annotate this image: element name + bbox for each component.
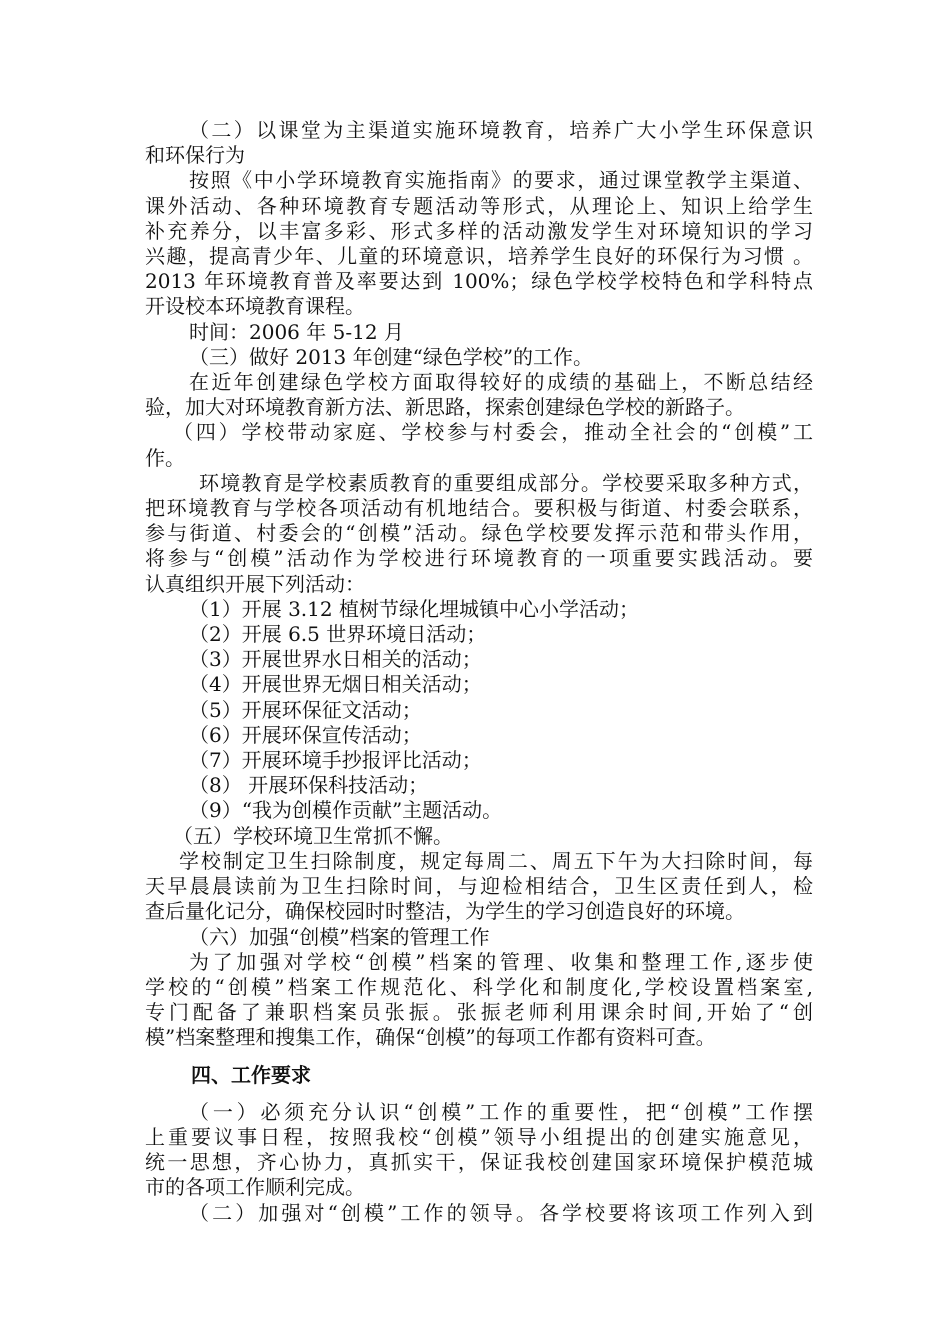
- para-line: 统一思想，齐心协力，真抓实干，保证我校创建国家环境保护模范城: [145, 1150, 813, 1175]
- para-line: 专门配备了兼职档案员张振。张振老师利用课余时间,开始了“创: [145, 1000, 813, 1025]
- para-line: 按照《中小学环境教育实施指南》的要求，通过课堂教学主渠道、: [189, 168, 813, 193]
- para-line: 为了加强对学校“创模”档案的管理、收集和整理工作,逐步使: [189, 949, 813, 974]
- list-item: （6）开展环保宣传活动；: [189, 722, 422, 747]
- section-heading: 四、工作要求: [191, 1062, 311, 1087]
- para-line: 开设校本环境教育课程。: [145, 294, 365, 319]
- para-heading-4: （四）学校带动家庭、学校参与村委会，推动全社会的“创模”工: [173, 420, 813, 445]
- para-line: 把环境教育与学校各项活动有机地结合。要积极与街道、村委会联系，: [145, 496, 813, 521]
- para-line: 兴趣，提高青少年、儿童的环境意识，培养学生良好的环保行为习惯 。: [145, 244, 813, 269]
- para-line: 查后量化记分，确保校园时时整洁，为学生的学习创造良好的环境。: [145, 899, 745, 924]
- para-heading-6: （六）加强“创模”档案的管理工作: [189, 924, 490, 949]
- list-item: （1）开展 3.12 植树节绿化埋城镇中心小学活动；: [189, 596, 639, 621]
- para-line: 学校制定卫生扫除制度，规定每周二、周五下午为大扫除时间，每: [179, 848, 813, 873]
- para-line: 市的各项工作顺利完成。: [145, 1175, 365, 1200]
- para-heading-3: （三）做好 2013 年创建“绿色学校”的工作。: [189, 344, 594, 369]
- para-line: 环境教育是学校素质教育的重要组成部分。学校要采取多种方式，: [199, 470, 813, 495]
- para-line: 在近年创建绿色学校方面取得较好的成绩的基础上，不断总结经: [189, 370, 813, 395]
- list-item: （8） 开展环保科技活动；: [189, 773, 429, 798]
- list-item: （9）“我为创模作贡献”主题活动。: [189, 798, 503, 823]
- para-heading-5: （五）学校环境卫生常抓不懈。: [173, 823, 453, 848]
- list-item: （5）开展环保征文活动；: [189, 697, 422, 722]
- para-line: 认真组织开展下列活动：: [145, 571, 365, 596]
- para-line: 2013 年环境教育普及率要达到 100%；绿色学校学校特色和学科特点: [145, 269, 813, 294]
- para-line: 天早晨晨读前为卫生扫除时间，与迎检相结合，卫生区责任到人，检: [145, 874, 813, 899]
- para-line: 将参与“创模”活动作为学校进行环境教育的一项重要实践活动。要: [145, 546, 813, 571]
- para-line: 补充养分，以丰富多彩、形式多样的活动激发学生对环境知识的学习: [145, 218, 813, 243]
- list-item: （4）开展世界无烟日相关活动；: [189, 672, 482, 697]
- para-line: 和环保行为: [145, 143, 245, 168]
- para-line: 验，加大对环境教育新方法、新思路，探索创建绿色学校的新路子。: [145, 395, 745, 420]
- para-heading-2: （二）以课堂为主渠道实施环境教育，培养广大小学生环保意识: [189, 118, 813, 142]
- para-line: 参与街道、村委会的“创模”活动。绿色学校要发挥示范和带头作用，: [145, 521, 813, 546]
- list-item: （3）开展世界水日相关的活动；: [189, 647, 482, 672]
- para-line: 作。: [145, 445, 185, 470]
- para-line: （一）必须充分认识“创模”工作的重要性，把“创模”工作摆: [189, 1099, 813, 1124]
- para-line: 模”档案整理和搜集工作，确保“创模”的每项工作都有资料可查。: [145, 1025, 716, 1050]
- para-line: （二）加强对“创模”工作的领导。各学校要将该项工作列入到: [189, 1200, 813, 1225]
- para-line: 课外活动、各种环境教育专题活动等形式，从理论上、知识上给学生: [145, 193, 813, 218]
- para-line: 上重要议事日程，按照我校“创模”领导小组提出的创建实施意见，: [145, 1124, 813, 1149]
- para-line: 学校的“创模”档案工作规范化、科学化和制度化,学校设置档案室,: [145, 974, 813, 999]
- time-line: 时间：2006 年 5-12 月: [189, 319, 404, 344]
- list-item: （2）开展 6.5 世界环境日活动；: [189, 622, 487, 647]
- document-page: [145, 118, 813, 1226]
- list-item: （7）开展环境手抄报评比活动；: [189, 748, 482, 773]
